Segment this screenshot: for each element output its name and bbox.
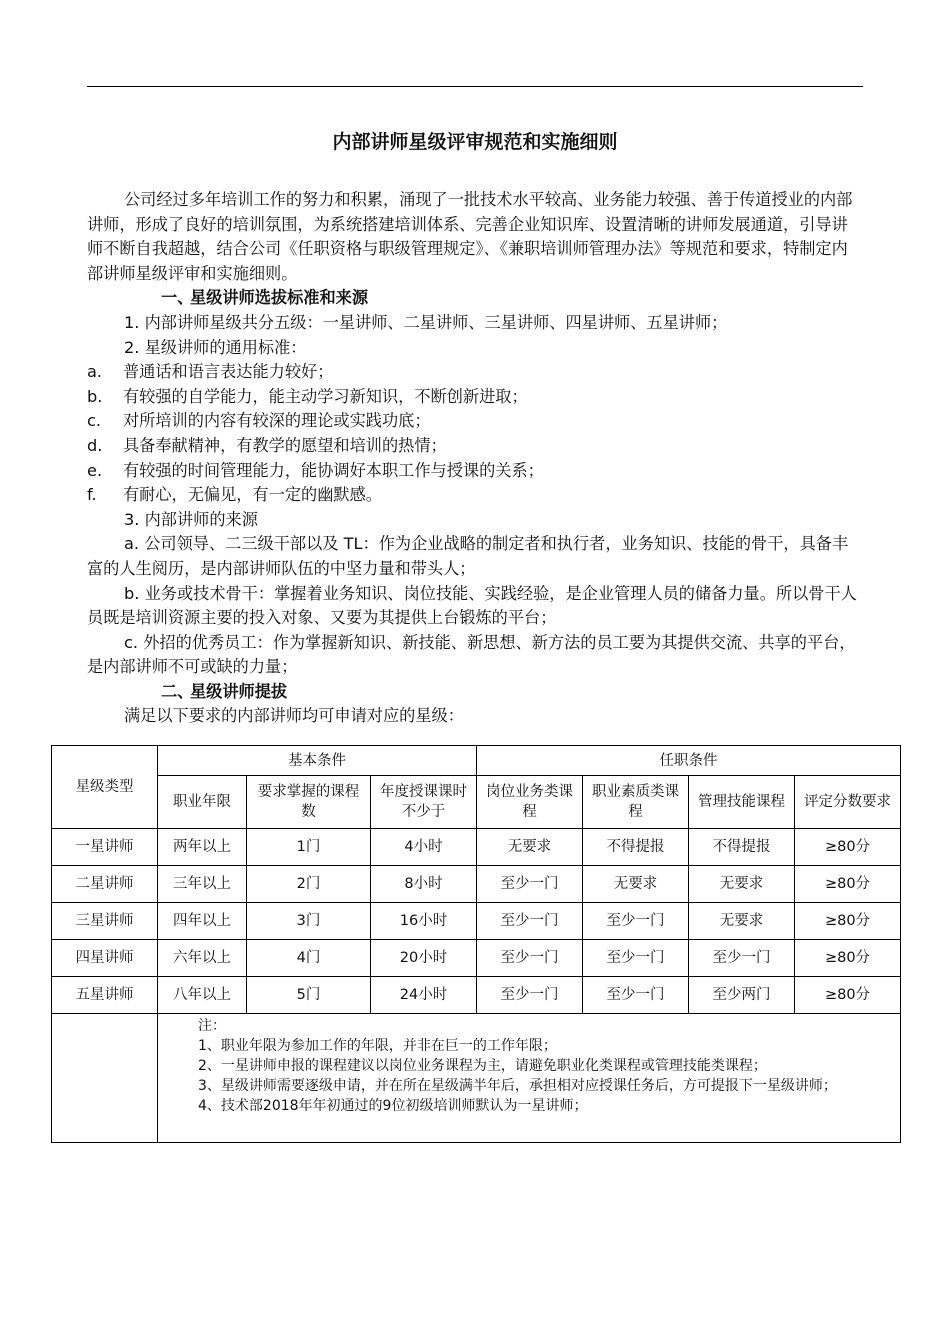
section-2-title: 星级讲师提拔 (190, 681, 288, 701)
table-cell: 六年以上 (158, 940, 247, 977)
notes-cell (158, 1014, 901, 1143)
section-1-number: 一、 (161, 288, 194, 308)
criteria-item (87, 459, 863, 484)
table-cell: 4小时 (371, 829, 477, 866)
table-cell: 24小时 (371, 977, 477, 1014)
table-cell: ≥80分 (795, 829, 901, 866)
table-cell: 一星讲师 (52, 829, 158, 866)
section-1-heading (87, 286, 863, 311)
header-rule (87, 86, 863, 87)
table-cell: 四星讲师 (52, 940, 158, 977)
source-paragraph: b. 业务或技术骨干：掌握着业务知识、岗位技能、实践经验，是企业管理人员的储备力量。所以骨干人员既是培训资源主要的投入对象、又要为其提供上台锻炼的平台； (87, 583, 857, 628)
table-row (52, 903, 901, 940)
table-cell: 至少一门 (689, 940, 795, 977)
table-cell: 无要求 (477, 829, 583, 866)
header-group-basic: 基本条件 (158, 746, 477, 776)
table-row (52, 940, 901, 977)
header-cell: 评定分数要求 (795, 776, 901, 829)
table-cell: 至少一门 (583, 940, 689, 977)
numbered-item-3: 3. 内部讲师的来源 (124, 509, 258, 529)
note-line: 1、职业年限为参加工作的年限，并非在巨一的工作年限； (198, 1038, 557, 1054)
criteria-item (87, 385, 863, 410)
table-cell: 16小时 (371, 903, 477, 940)
table-cell: 不得提报 (583, 829, 689, 866)
table-cell: 三星讲师 (52, 903, 158, 940)
criteria-text: 有较强的自学能力，能主动学习新知识，不断创新进取； (123, 386, 528, 406)
criteria-marker: c. (87, 411, 102, 431)
table-header-row (52, 746, 901, 776)
table-cell: 无要求 (689, 903, 795, 940)
criteria-text: 具备奉献精神，有教学的愿望和培训的热情； (123, 435, 447, 455)
numbered-item-1: 1. 内部讲师星级共分五级：一星讲师、二星讲师、三星讲师、四星讲师、五星讲师； (124, 312, 728, 332)
section-1-title: 星级讲师选拔标准和来源 (190, 288, 369, 308)
intro-paragraph: 公司经过多年培训工作的努力和积累，涌现了一批技术水平较高、业务能力较强、善于传道授业的内部讲师，形成了良好的培训氛围，为系统搭建培训体系、完善企业知识库、设置清晰的讲师发展通道，引导讲师不断自我超越，结合公司《任职资格与职级管理规定》、《兼职培训师管理办法》等规范和要求，特制定内部讲师星级评审和实施细则。 (87, 190, 853, 283)
table-cell: 20小时 (371, 940, 477, 977)
table-subheader-row (52, 776, 901, 829)
header-cell: 职业年限 (158, 776, 247, 829)
note-line: 3、星级讲师需要逐级申请，并在所在星级满半年后，承担相对应授课任务后，方可提报下一星级讲师； (198, 1078, 837, 1094)
table-cell: ≥80分 (795, 866, 901, 903)
criteria-marker: d. (87, 435, 103, 455)
section-2-intro: 满足以下要求的内部讲师均可申请对应的星级： (124, 706, 464, 726)
table-cell: ≥80分 (795, 940, 901, 977)
table-cell: 二星讲师 (52, 866, 158, 903)
header-group-job: 任职条件 (477, 746, 901, 776)
table-cell: 八年以上 (158, 977, 247, 1014)
table-cell: 两年以上 (158, 829, 247, 866)
criteria-item (87, 360, 863, 385)
table-cell: 无要求 (583, 866, 689, 903)
criteria-item (87, 483, 863, 508)
note-line: 2、一星讲师申报的课程建议以岗位业务课程为主，请避免职业化类课程或管理技能类课程； (198, 1058, 767, 1074)
table-cell: 三年以上 (158, 866, 247, 903)
note-line: 注： (198, 1018, 226, 1034)
table-row (52, 829, 901, 866)
star-level-table (51, 745, 901, 1143)
table-row (52, 977, 901, 1014)
criteria-marker: a. (87, 362, 103, 382)
notes-row (52, 1014, 901, 1143)
criteria-marker: b. (87, 386, 103, 406)
table-cell: 五星讲师 (52, 977, 158, 1014)
table-cell: 不得提报 (689, 829, 795, 866)
section-2-heading (87, 680, 863, 705)
table-cell: 至少一门 (477, 903, 583, 940)
table-cell: 8小时 (371, 866, 477, 903)
criteria-marker: e. (87, 460, 103, 480)
table-cell: ≥80分 (795, 977, 901, 1014)
document-body (87, 188, 863, 729)
header-cell: 职业素质类课程 (583, 776, 689, 829)
numbered-item-2: 2. 星级讲师的通用标准： (124, 337, 307, 357)
notes-empty-cell (52, 1014, 158, 1143)
table-cell: 1门 (247, 829, 371, 866)
criteria-marker: f. (87, 485, 97, 505)
table-cell: ≥80分 (795, 903, 901, 940)
table-cell: 3门 (247, 903, 371, 940)
criteria-item (87, 434, 863, 459)
note-line: 4、技术部2018年年初通过的9位初级培训师默认为一星讲师； (198, 1098, 588, 1114)
criteria-text: 有耐心，无偏见，有一定的幽默感。 (123, 485, 382, 505)
table-row (52, 866, 901, 903)
header-cell: 年度授课课时不少于 (371, 776, 477, 829)
page-title: 内部讲师星级评审规范和实施细则 (332, 131, 618, 153)
table-cell: 至少一门 (477, 866, 583, 903)
header-cell: 要求掌握的课程数 (247, 776, 371, 829)
criteria-text: 对所培训的内容有较深的理论或实践功底； (123, 411, 431, 431)
table-cell: 至少两门 (689, 977, 795, 1014)
table-cell: 无要求 (689, 866, 795, 903)
table-cell: 5门 (247, 977, 371, 1014)
criteria-text: 普通话和语言表达能力较好； (123, 362, 334, 382)
source-paragraph: a. 公司领导、二三级干部以及 TL：作为企业战略的制定者和执行者，业务知识、技能的骨干，具备丰富的人生阅历，是内部讲师队伍的中坚力量和带头人； (87, 534, 849, 578)
table-cell: 4门 (247, 940, 371, 977)
table-cell: 至少一门 (583, 977, 689, 1014)
table-cell: 至少一门 (477, 940, 583, 977)
header-star-type: 星级类型 (52, 746, 158, 829)
table-cell: 四年以上 (158, 903, 247, 940)
table-cell: 2门 (247, 866, 371, 903)
header-cell: 管理技能课程 (689, 776, 795, 829)
criteria-item (87, 409, 863, 434)
criteria-text: 有较强的时间管理能力，能协调好本职工作与授课的关系； (123, 460, 544, 480)
source-paragraph: c. 外招的优秀员工：作为掌握新知识、新技能、新思想、新方法的员工要为其提供交流、共享的平台，是内部讲师不可或缺的力量； (87, 632, 856, 677)
section-2-number: 二、 (161, 681, 194, 701)
table-cell: 至少一门 (583, 903, 689, 940)
table-cell: 至少一门 (477, 977, 583, 1014)
header-cell: 岗位业务类课程 (477, 776, 583, 829)
